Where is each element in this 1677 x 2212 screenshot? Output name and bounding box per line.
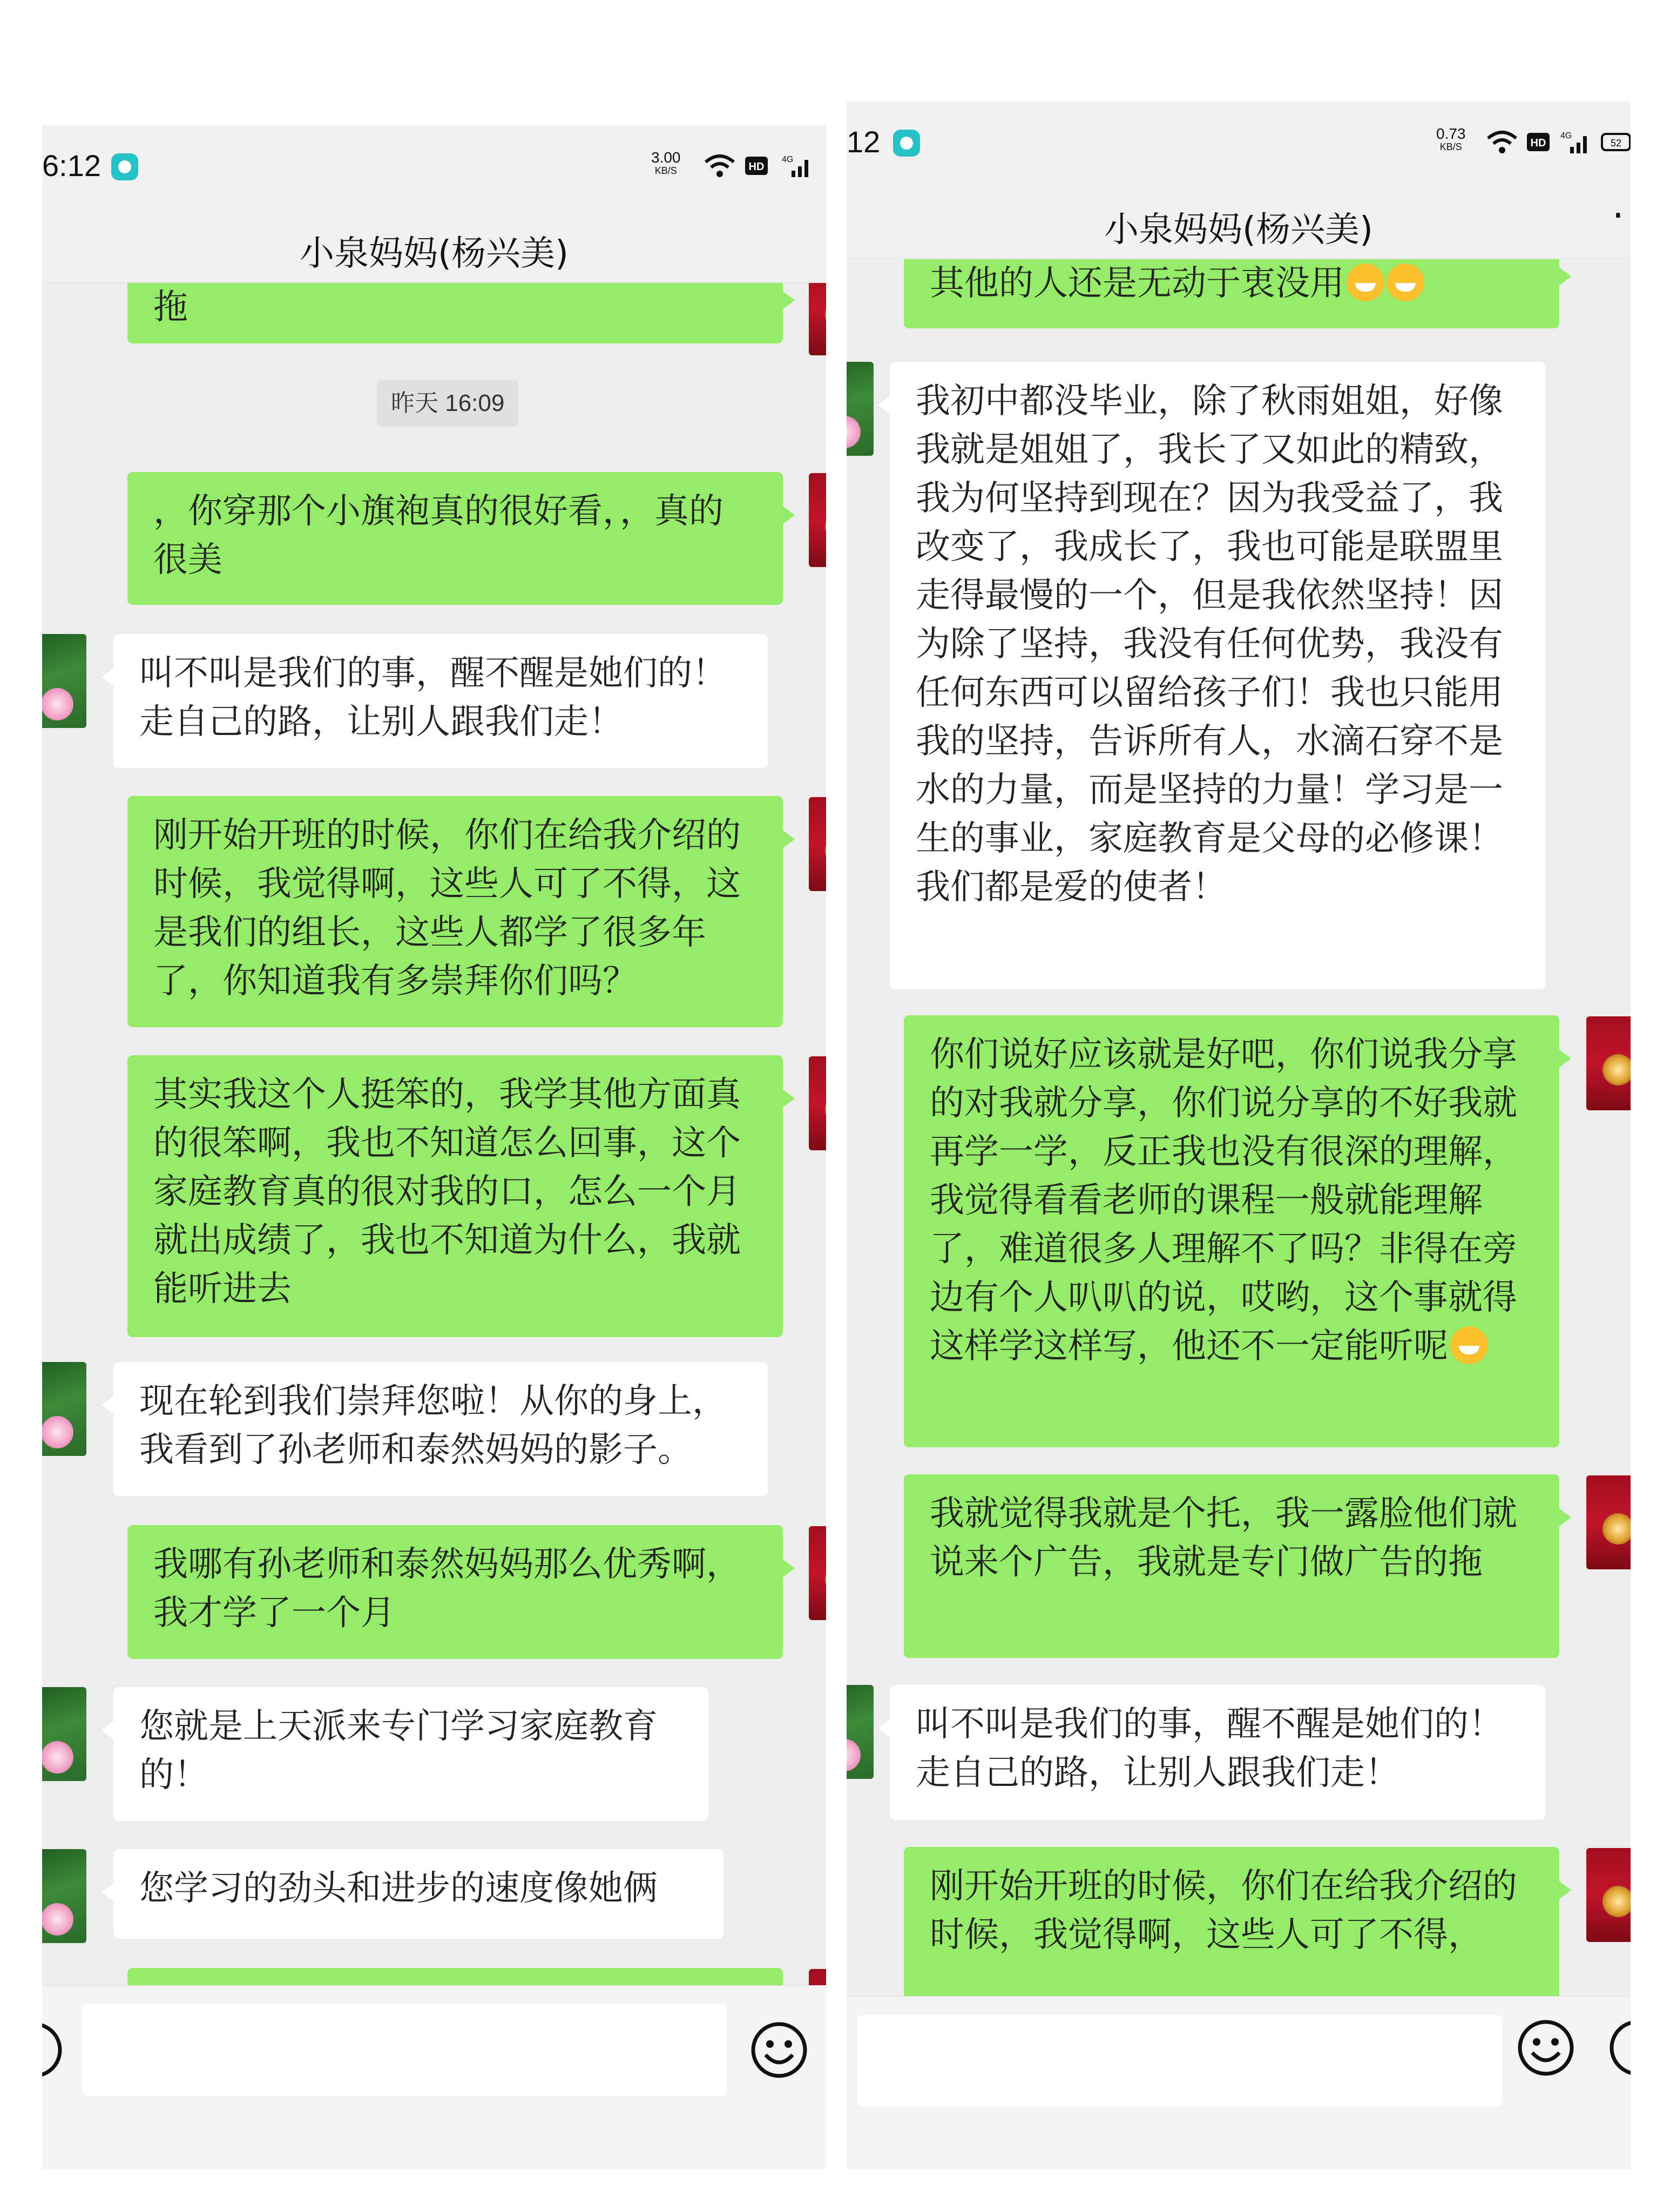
right-chat-screen	[847, 102, 1631, 2169]
contact-avatar[interactable]	[42, 1849, 86, 1943]
timestamp: 昨天 16:09	[377, 380, 518, 427]
message-bubble-me[interactable]	[127, 1055, 783, 1337]
signal-icon	[782, 153, 814, 178]
message-text: 你们说好应该就是好吧，你们说我分享的对我就分享，你们说分享的不好我就再学一学，反正我也没有很深的理解，我觉得看看老师的课程一般就能理解了，难道很多人理解不了吗？非得在旁边有个人叭叭的说，哎哟，这个事就得这样学这样写，他还不一定能听呢	[930, 1035, 1517, 1366]
message-bubble-me[interactable]	[904, 1847, 1559, 1996]
message-text: 其实我这个人挺笨的，我学其他方面真的很笨啊，我也不知道怎么回事，这个家庭教育真的很对我的口，怎么一个月就出成绩了，我也不知道为什么，我就能听进去	[153, 1075, 741, 1309]
hd-icon	[1526, 130, 1551, 154]
message-text: 刚开始开班的时候，你们在给我介绍的时候，我觉得啊，这些人可了不得，这是我们的组长，这些人都学了很多年了，你知道我有多崇拜你们吗？	[153, 815, 741, 1001]
contact-avatar[interactable]	[42, 634, 86, 728]
message-text: 拖	[153, 287, 188, 327]
grin-emoji	[1387, 264, 1424, 301]
my-avatar[interactable]	[809, 1969, 826, 1985]
svg-text:HD: HD	[1530, 137, 1546, 149]
message-bubble-me[interactable]	[127, 1525, 783, 1659]
message-text: 其他的人还是无动于衷没用	[930, 264, 1344, 304]
message-list[interactable]	[847, 259, 1631, 1996]
message-bubble-me[interactable]	[127, 472, 783, 605]
contact-avatar[interactable]	[42, 1687, 86, 1781]
chat-title-bar	[847, 183, 1631, 259]
voice-toggle-icon[interactable]	[42, 2020, 64, 2080]
message-bubble-contact[interactable]	[113, 1362, 768, 1496]
my-avatar[interactable]	[1586, 1016, 1631, 1110]
contact-avatar[interactable]	[42, 1362, 86, 1456]
chat-title-bar	[42, 206, 826, 282]
status-time: 6:12	[42, 149, 101, 183]
network-speed: 0.73 KB/S	[1436, 125, 1466, 152]
my-avatar[interactable]	[809, 283, 826, 355]
grin-emoji	[1347, 264, 1384, 301]
message-bubble-contact[interactable]	[890, 1685, 1545, 1820]
message-text: 叫不叫是我们的事，醒不醒是她们的！走自己的路，让别人跟我们走！	[916, 1704, 1503, 1793]
message-bubble-me[interactable]	[127, 1968, 783, 1985]
svg-text:HD: HD	[748, 161, 765, 173]
chat-title: 小泉妈妈(杨兴美)	[1104, 210, 1373, 250]
message-bubble-me[interactable]	[904, 259, 1559, 328]
contact-avatar[interactable]	[847, 1685, 874, 1779]
message-text: 现在轮到我们崇拜您啦！从你的身上，我看到了孙老师和泰然妈妈的影子。	[139, 1381, 727, 1470]
message-bubble-contact[interactable]	[113, 634, 768, 768]
message-bubble-contact[interactable]	[113, 1849, 723, 1939]
message-bubble-contact[interactable]	[890, 362, 1545, 989]
status-time: 12	[847, 125, 881, 159]
my-avatar[interactable]	[809, 1056, 826, 1150]
message-bubble-me[interactable]	[127, 796, 783, 1027]
wifi-icon	[1486, 130, 1518, 154]
emoji-icon[interactable]	[749, 2020, 809, 2080]
message-text: 叫不叫是我们的事，醒不醒是她们的！走自己的路，让别人跟我们走！	[139, 653, 727, 742]
add-more-icon[interactable]	[1608, 2018, 1631, 2078]
svg-text:52: 52	[1610, 138, 1622, 149]
message-bubble-me[interactable]	[127, 283, 783, 343]
message-text: 刚开始开班的时候，你们在给我介绍的时候，我觉得啊，这些人可了不得，	[930, 1866, 1517, 1955]
message-text: 我就觉得我就是个托，我一露脸他们就说来个广告，我就是专门做广告的拖	[930, 1494, 1517, 1582]
message-list[interactable]	[42, 283, 826, 1985]
input-bar	[847, 1996, 1631, 2169]
hd-icon	[744, 153, 769, 178]
contact-avatar[interactable]	[847, 362, 874, 456]
network-speed: 3.00 KB/S	[651, 149, 681, 176]
message-bubble-me[interactable]	[904, 1474, 1559, 1658]
signal-icon	[1560, 130, 1593, 154]
more-options-icon[interactable]: ·	[1612, 193, 1624, 238]
my-avatar[interactable]	[1586, 1475, 1631, 1569]
input-bar	[42, 1985, 826, 2169]
my-avatar[interactable]	[809, 1526, 826, 1620]
message-bubble-contact[interactable]	[113, 1687, 708, 1821]
message-text: 我哪有孙老师和泰然妈妈那么优秀啊，我才学了一个月	[153, 1545, 741, 1633]
left-chat-screen	[42, 125, 826, 2169]
message-bubble-me[interactable]	[904, 1015, 1559, 1447]
message-input[interactable]	[82, 2004, 727, 2096]
wifi-icon	[704, 153, 736, 178]
svg-text:4G: 4G	[1560, 131, 1572, 140]
thinking-emoji	[1450, 1326, 1488, 1364]
status-bar	[42, 125, 826, 206]
message-text: 您就是上天派来专门学习家庭教育的！	[139, 1707, 658, 1795]
app-notification-icon	[111, 153, 138, 180]
my-avatar[interactable]	[809, 797, 826, 891]
battery-icon	[1600, 130, 1631, 154]
message-input[interactable]	[857, 2015, 1502, 2107]
emoji-icon[interactable]	[1516, 2018, 1575, 2078]
message-text: 我初中都没毕业，除了秋雨姐姐，好像我就是姐姐了，我长了又如此的精致，我为何坚持到现在？因为我受益了，我改变了，我成长了，我也可能是联盟里走得最慢的一个，但是我依然坚持！因为除了坚持，我没有任何优势，我没有任何东西可以留给孩子们！我也只能用我的坚持，告诉所有人，水滴石穿不是水的力量，而是坚持的力量！学习是一生的事业，家庭教育是父母的必修课！我们都是爱的使者！	[916, 381, 1503, 907]
message-text: 您学习的劲头和进步的速度像她俩	[139, 1869, 658, 1908]
my-avatar[interactable]	[1586, 1848, 1631, 1942]
message-text: ，你穿那个小旗袍真的很好看，，真的很美	[153, 491, 723, 580]
my-avatar[interactable]	[809, 473, 826, 567]
chat-title: 小泉妈妈(杨兴美)	[300, 234, 569, 274]
svg-text:4G: 4G	[782, 155, 794, 164]
app-notification-icon	[893, 130, 920, 157]
status-bar	[847, 102, 1631, 183]
